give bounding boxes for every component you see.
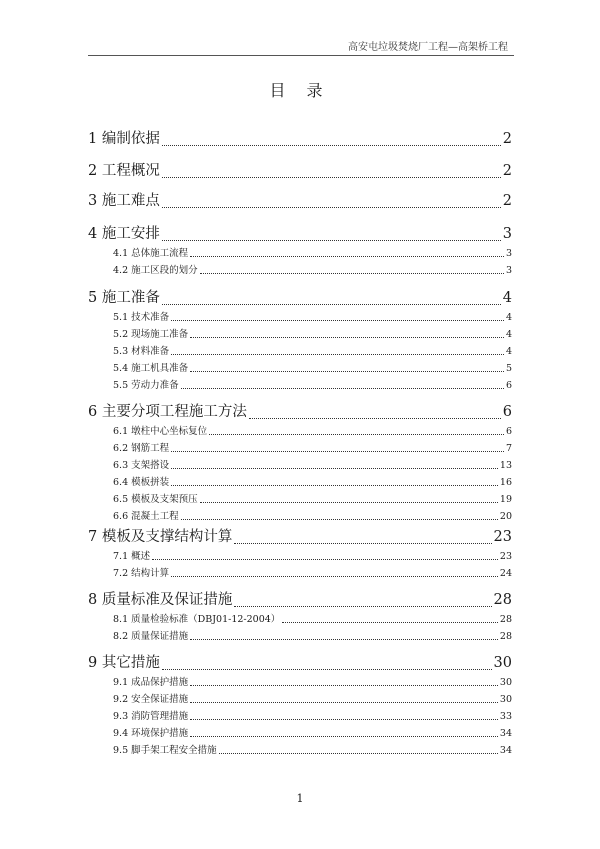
toc-entry-label: 4.1 总体施工流程 bbox=[113, 248, 189, 259]
dot-leader bbox=[190, 337, 504, 338]
toc-entry-label: 5.5 劳动力准备 bbox=[113, 380, 179, 391]
toc-entry-label: 9.4 环境保护措施 bbox=[113, 728, 189, 739]
dot-leader bbox=[209, 434, 504, 435]
toc-entry-label: 5.1 技术准备 bbox=[113, 312, 170, 323]
toc-subentry[interactable] bbox=[113, 611, 512, 625]
dot-leader bbox=[162, 669, 492, 670]
toc-entry[interactable] bbox=[88, 222, 512, 244]
dot-leader bbox=[249, 418, 501, 419]
dot-leader bbox=[234, 543, 491, 544]
toc-entry-page: 2 bbox=[502, 163, 512, 179]
dot-leader bbox=[190, 685, 498, 686]
dot-leader bbox=[152, 559, 498, 560]
toc-entry[interactable] bbox=[88, 400, 512, 422]
dot-leader bbox=[171, 485, 498, 486]
toc-entry-label: 5.4 施工机具准备 bbox=[113, 363, 189, 374]
toc-entry-label: 6.1 墩柱中心坐标复位 bbox=[113, 426, 208, 437]
toc-entry-page: 16 bbox=[499, 477, 512, 488]
toc-subentry[interactable] bbox=[113, 440, 512, 454]
toc-entry-label: 8.2 质量保证措施 bbox=[113, 631, 189, 642]
toc-entry-page: 5 bbox=[505, 363, 512, 374]
toc-entry-label: 9.5 脚手架工程安全措施 bbox=[113, 745, 217, 756]
toc-subentry[interactable] bbox=[113, 628, 512, 642]
toc-entry-page: 30 bbox=[499, 677, 512, 688]
toc-entry-page: 19 bbox=[499, 494, 512, 505]
toc-entry-page: 4 bbox=[505, 312, 512, 323]
toc-subentry[interactable] bbox=[113, 742, 512, 756]
toc-title: 目 录 bbox=[269, 81, 331, 100]
toc-entry-label: 6 主要分项工程施工方法 bbox=[88, 404, 247, 420]
dot-leader bbox=[162, 177, 501, 178]
toc-entry-label: 1 编制依据 bbox=[88, 131, 160, 147]
toc-entry-page: 24 bbox=[499, 568, 512, 579]
toc-subentry[interactable] bbox=[113, 457, 512, 471]
dot-leader bbox=[171, 354, 504, 355]
toc-entry-page: 3 bbox=[502, 226, 512, 242]
toc-subentry[interactable] bbox=[113, 343, 512, 357]
toc-entry-label: 5.3 材料准备 bbox=[113, 346, 170, 357]
toc-entry-label: 6.5 模板及支架预压 bbox=[113, 494, 198, 505]
toc-entry[interactable] bbox=[88, 159, 512, 181]
toc-entry[interactable] bbox=[88, 651, 512, 673]
dot-leader bbox=[171, 576, 498, 577]
dot-leader bbox=[190, 702, 498, 703]
toc-entry-page: 3 bbox=[505, 248, 512, 259]
header-rule bbox=[88, 55, 514, 56]
dot-leader bbox=[200, 273, 504, 274]
dot-leader bbox=[190, 256, 504, 257]
toc-entry-label: 7 模板及支撑结构计算 bbox=[88, 529, 233, 545]
toc-entry-page: 6 bbox=[505, 380, 512, 391]
toc-entry-label: 7.1 概述 bbox=[113, 551, 151, 562]
toc-entry-page: 28 bbox=[499, 614, 512, 625]
toc-entry-page: 23 bbox=[499, 551, 512, 562]
toc-entry-page: 30 bbox=[499, 694, 512, 705]
dot-leader bbox=[162, 240, 501, 241]
toc-entry-label: 9.1 成品保护措施 bbox=[113, 677, 189, 688]
toc-entry-page: 4 bbox=[505, 346, 512, 357]
toc-entry-label: 6.3 支架搭设 bbox=[113, 460, 170, 471]
toc-entry-label: 6.4 模板拼装 bbox=[113, 477, 170, 488]
dot-leader bbox=[181, 388, 504, 389]
toc-entry-page: 4 bbox=[505, 329, 512, 340]
toc-entry-page: 6 bbox=[505, 426, 512, 437]
page-number: 1 bbox=[296, 792, 304, 805]
toc-subentry[interactable] bbox=[113, 491, 512, 505]
toc-entry-page: 2 bbox=[502, 131, 512, 147]
dot-leader bbox=[171, 320, 504, 321]
toc-entry-page: 2 bbox=[502, 193, 512, 209]
toc-entry-page: 13 bbox=[499, 460, 512, 471]
dot-leader bbox=[171, 468, 498, 469]
toc-subentry[interactable] bbox=[113, 423, 512, 437]
toc-entry-label: 4.2 施工区段的划分 bbox=[113, 265, 198, 276]
toc-subentry[interactable] bbox=[113, 548, 512, 562]
dot-leader bbox=[190, 371, 504, 372]
dot-leader bbox=[234, 606, 491, 607]
toc-entry-label: 9 其它措施 bbox=[88, 655, 160, 671]
toc-entry[interactable] bbox=[88, 588, 512, 610]
toc-entry-label: 9.2 安全保证措施 bbox=[113, 694, 189, 705]
toc-entry-label: 7.2 结构计算 bbox=[113, 568, 170, 579]
toc-entry-page: 6 bbox=[502, 404, 512, 420]
dot-leader bbox=[219, 753, 498, 754]
dot-leader bbox=[162, 207, 501, 208]
dot-leader bbox=[190, 736, 498, 737]
toc-entry-page: 4 bbox=[502, 290, 512, 306]
toc-entry-page: 3 bbox=[505, 265, 512, 276]
toc-entry-label: 6.6 混凝土工程 bbox=[113, 511, 179, 522]
dot-leader bbox=[181, 519, 498, 520]
toc-entry-page: 33 bbox=[499, 711, 512, 722]
dot-leader bbox=[190, 639, 498, 640]
toc-entry[interactable] bbox=[88, 525, 512, 547]
toc-subentry[interactable] bbox=[113, 691, 512, 705]
toc-subentry[interactable] bbox=[113, 262, 512, 276]
toc-subentry[interactable] bbox=[113, 360, 512, 374]
toc-entry-page: 7 bbox=[505, 443, 512, 454]
toc-subentry[interactable] bbox=[113, 474, 512, 488]
toc-subentry[interactable] bbox=[113, 708, 512, 722]
toc-entry-page: 28 bbox=[499, 631, 512, 642]
toc-entry-label: 3 施工难点 bbox=[88, 193, 160, 209]
dot-leader bbox=[282, 622, 498, 623]
toc-subentry[interactable] bbox=[113, 326, 512, 340]
toc-entry[interactable] bbox=[88, 189, 512, 211]
toc-entry-label: 5.2 现场施工准备 bbox=[113, 329, 189, 340]
toc-entry-label: 6.2 钢筋工程 bbox=[113, 443, 170, 454]
toc-entry-label: 2 工程概况 bbox=[88, 163, 160, 179]
toc-entry-label: 9.3 消防管理措施 bbox=[113, 711, 189, 722]
toc-subentry[interactable] bbox=[113, 674, 512, 688]
toc-entry-page: 20 bbox=[499, 511, 512, 522]
toc-subentry[interactable] bbox=[113, 508, 512, 522]
dot-leader bbox=[162, 304, 501, 305]
toc-subentry[interactable] bbox=[113, 309, 512, 323]
dot-leader bbox=[190, 719, 498, 720]
toc-entry-page: 34 bbox=[499, 745, 512, 756]
dot-leader bbox=[162, 145, 501, 146]
toc-entry-label: 8 质量标准及保证措施 bbox=[88, 592, 233, 608]
toc-entry-page: 28 bbox=[493, 592, 512, 608]
toc-entry-label: 4 施工安排 bbox=[88, 226, 160, 242]
toc-entry[interactable] bbox=[88, 286, 512, 308]
dot-leader bbox=[171, 451, 504, 452]
toc-subentry[interactable] bbox=[113, 565, 512, 579]
toc-entry-page: 30 bbox=[493, 655, 512, 671]
toc-subentry[interactable] bbox=[113, 377, 512, 391]
toc-entry[interactable] bbox=[88, 127, 512, 149]
running-header: 高安屯垃圾焚烧厂工程—高架桥工程 bbox=[348, 42, 508, 53]
toc-subentry[interactable] bbox=[113, 725, 512, 739]
dot-leader bbox=[200, 502, 498, 503]
toc-entry-page: 23 bbox=[493, 529, 512, 545]
toc-entry-label: 8.1 质量检验标准（DBJ01-12-2004） bbox=[113, 614, 281, 625]
toc-entry-label: 5 施工准备 bbox=[88, 290, 160, 306]
toc-subentry[interactable] bbox=[113, 245, 512, 259]
toc-entry-page: 34 bbox=[499, 728, 512, 739]
